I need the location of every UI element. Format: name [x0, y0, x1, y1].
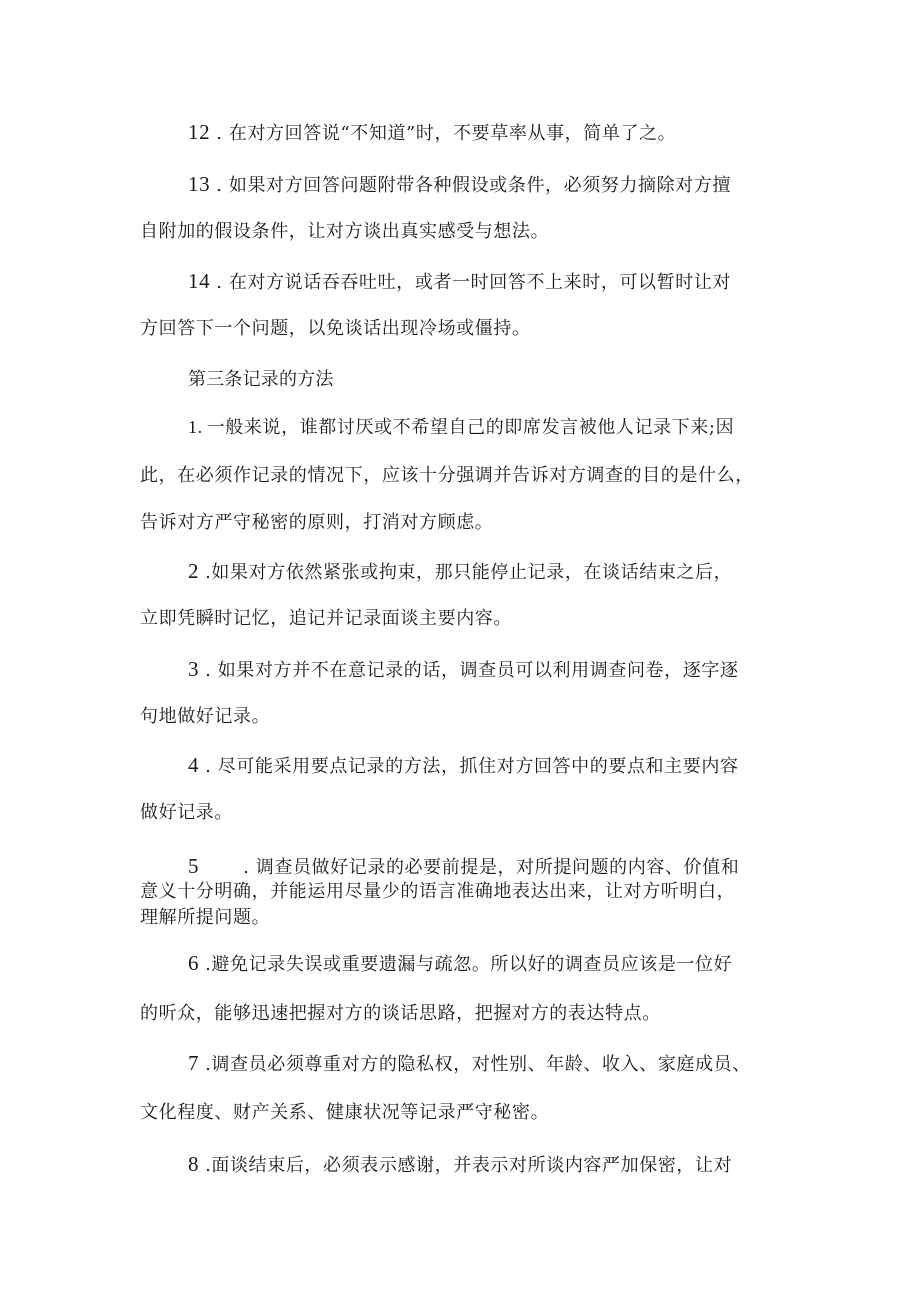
record-3-continued: 句地做好记录。 — [140, 706, 271, 727]
record-4-continued: 做好记录。 — [140, 802, 233, 823]
record-1 — [188, 414, 734, 441]
record-number: 3 — [188, 657, 200, 681]
item-13-continued: 自附加的假设条件，让对方谈出真实感受与想法。 — [140, 221, 550, 242]
item-text: . 在对方说话吞吞吐吐，或者一时回答不上来时，可以暂时让对 — [216, 272, 732, 293]
record-number: 6 — [188, 951, 200, 975]
record-7 — [188, 1050, 751, 1078]
record-number: 4 — [188, 753, 200, 777]
record-5-continued: 意义十分明确，并能运用尽量少的语言准确地表达出来，让对方听明白， — [140, 881, 736, 902]
record-5-continued: 理解所提问题。 — [140, 907, 271, 928]
record-text: . 尽可能采用要点记录的方法，抓住对方回答中的要点和主要内容 — [205, 756, 739, 777]
record-4 — [188, 752, 739, 780]
item-text: . 在对方回答说“不知道”时，不要草率从事，简单了之。 — [216, 123, 677, 144]
record-number: 1. — [188, 417, 203, 437]
record-text: .如果对方依然紧张或拘束，那只能停止记录，在谈话结束之后， — [205, 562, 733, 583]
record-number: 8 — [188, 1152, 200, 1176]
item-number: 13 — [188, 172, 211, 196]
record-number: 7 — [188, 1051, 200, 1075]
record-3 — [188, 656, 739, 684]
record-1-continued: 告诉对方严守秘密的原则，打消对方顾虑。 — [140, 512, 494, 533]
record-text: .调查员必须尊重对方的隐私权，对性别、年龄、收入、家庭成员、 — [205, 1054, 751, 1075]
item-14-continued: 方回答下一个问题，以免谈话出现冷场或僵持。 — [140, 318, 531, 339]
record-text: 一般来说，谁都讨厌或不希望自己的即席发言被他人记录下来;因 — [206, 417, 735, 438]
item-14 — [188, 268, 731, 296]
section-heading: 第三条记录的方法 — [188, 369, 334, 390]
record-text: . 如果对方并不在意记录的话，调查员可以利用调查问卷，逐字逐 — [205, 660, 739, 681]
record-text: .面谈结束后，必须表示感谢，并表示对所谈内容严加保密，让对 — [205, 1155, 733, 1176]
record-text: .避免记录失误或重要遗漏与疏忽。所以好的调查员应该是一位好 — [205, 954, 733, 975]
record-text: . 调查员做好记录的必要前提是，对所提问题的内容、价值和 — [243, 857, 740, 878]
record-8 — [188, 1151, 732, 1179]
record-7-continued: 文化程度、财产关系、健康状况等记录严守秘密。 — [140, 1102, 550, 1123]
item-13 — [188, 171, 731, 199]
record-6 — [188, 950, 732, 978]
item-text: . 如果对方回答问题附带各种假设或条件，必须努力摘除对方擅 — [216, 175, 732, 196]
record-6-continued: 的听众，能够迅速把握对方的谈话思路，把握对方的表达特点。 — [140, 1003, 661, 1024]
record-2 — [188, 558, 732, 586]
item-number: 12 — [188, 120, 211, 144]
record-number: 2 — [188, 559, 200, 583]
record-2-continued: 立即凭瞬时记忆，追记并记录面谈主要内容。 — [140, 608, 512, 629]
item-12 — [188, 119, 676, 147]
record-number: 5 — [188, 854, 200, 878]
record-5 — [188, 853, 739, 881]
record-1-continued: 此，在必须作记录的情况下，应该十分强调并告诉对方调查的目的是什么， — [140, 465, 754, 486]
item-number: 14 — [188, 269, 211, 293]
